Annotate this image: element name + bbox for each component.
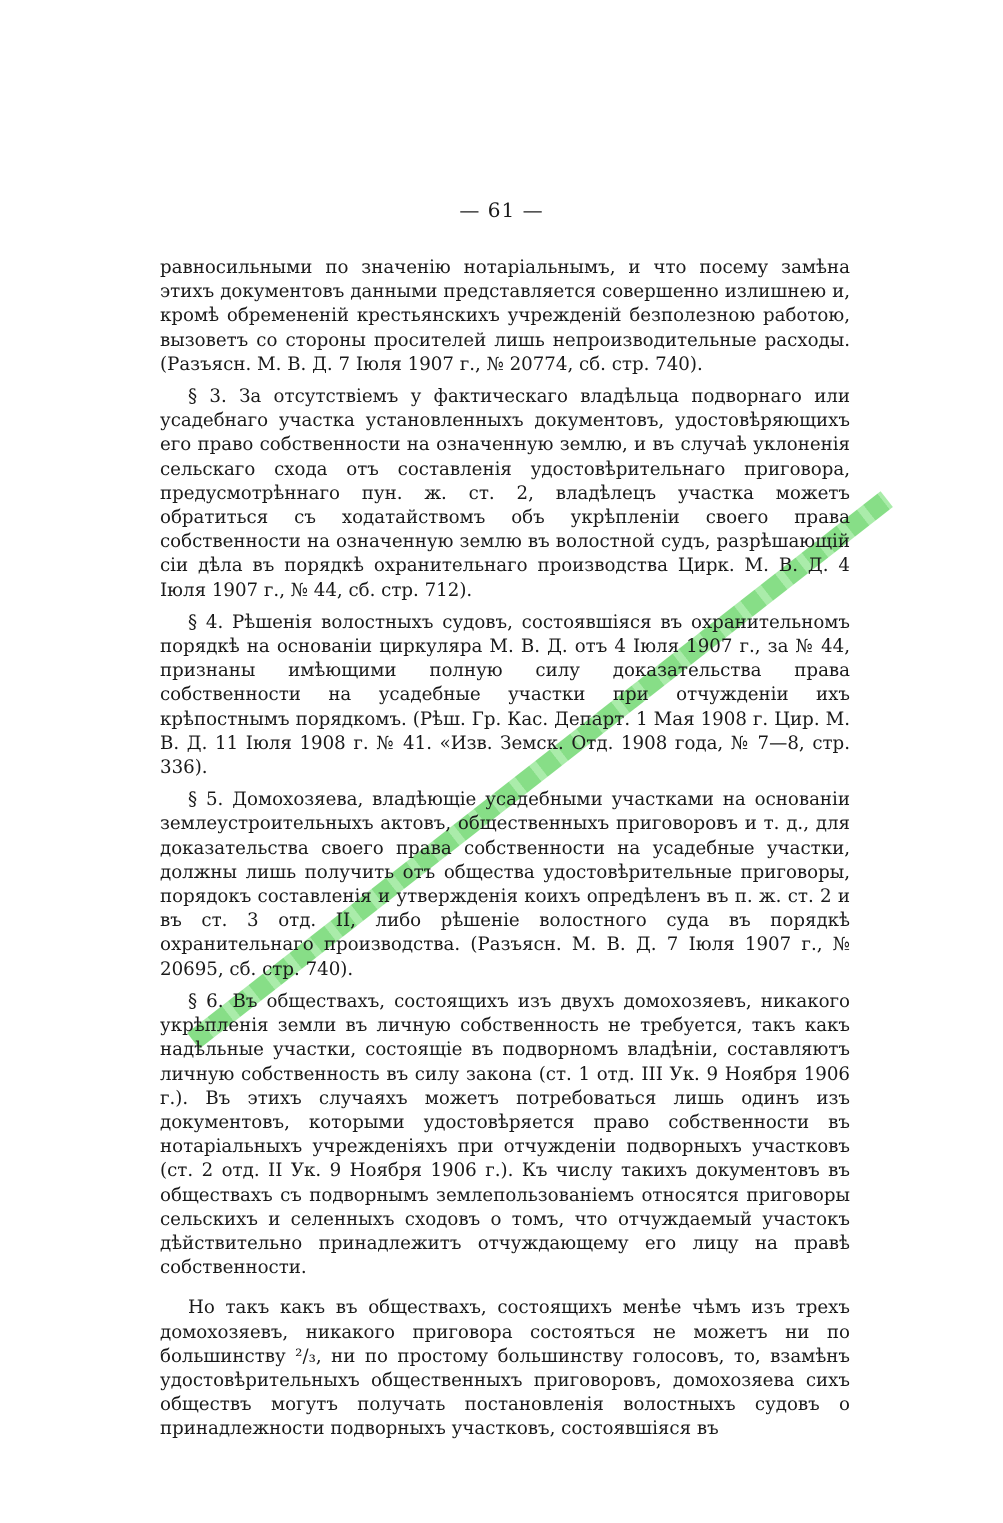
paragraph-continuation: равносильными по значенію нотаріальнымъ, и что посему замѣна этихъ документовъ данными представляется совершенно излишнею и, кромѣ обремененій крестьянскихъ учрежденій безполезною работою, вызоветъ со стороны просителей лишь непроизводительные расходы. (Разъясн. М. В. Д. 7 Іюля 1907 г., № 20774, сб. стр. 740). — [160, 257, 850, 375]
paragraph-section-6: § 6. Въ обществахъ, состоящихъ изъ двухъ домохозяевъ, никакого укрѣпленія земли въ личную собственность не требуется, такъ какъ надѣльные участки, состоящіе въ подворномъ владѣніи, составляютъ личную собственность въ силу закона (ст. 1 отд. III Ук. 9 Ноября 1906 г.). Въ этихъ случаяхъ можетъ потребоваться лишь одинъ изъ документовъ, которыми удостовѣряется право собственности въ нотаріальныхъ учрежденіяхъ при отчужденіи подворныхъ участковъ (ст. 2 отд. II Ук. 9 Ноября 1906 г.). Къ числу такихъ документовъ въ обществахъ съ подворнымъ землепользованіемъ относятся приговоры сельскихъ и селенныхъ сходовъ о томъ, что отчуждаемый участокъ дѣйствительно принадлежитъ отчуждающему его лицу на правѣ собственности. — [160, 990, 850, 1279]
paragraph-section-5: § 5. Домохозяева, владѣющіе усадебными участками на основаніи землеустроительныхъ актовъ, общественныхъ приговоровъ и т. д., для доказательства своего права собственности на усадебные участки, должны лишь получить отъ общества удостовѣрительные приговоры, порядокъ составленія и утвержденія коихъ опредѣленъ въ п. ж. ст. 2 и въ ст. 3 отд. II, либо рѣшеніе волостного суда въ порядкѣ охранительнаго производства. (Разъясн. М. В. Д. 7 Іюля 1907 г., № 20695, сб. стр. 740). — [160, 789, 850, 980]
paragraph-final: Но такъ какъ въ обществахъ, состоящихъ менѣе чѣмъ изъ трехъ домохозяевъ, никакого приговора состояться не можетъ ни по большинству ²/₃, ни по простому большинству голосовъ, то, взамѣнъ удостовѣрительныхъ общественныхъ приговоровъ, домохозяева сихъ обществъ могутъ получать постановленія волостныхъ судовъ о принадлежности подворныхъ участковъ, состоявшіяся въ — [160, 1297, 850, 1440]
paragraph-section-3: § 3. За отсутствіемъ у фактическаго владѣльца подворнаго или усадебнаго участка установленныхъ документовъ, удостовѣряющихъ его право собственности на означенную землю, и въ случаѣ уклоненія сельскаго схода отъ составленія удостовѣрительнаго приговора, предусмотрѣннаго пун. ж. ст. 2, владѣлецъ участка можетъ обратиться съ ходатайствомъ объ укрѣпленіи своего права собственности на означенную землю въ волостной судъ, разрѣшающій сіи дѣла въ порядкѣ охранительнаго производства Цирк. М. В. Д. 4 Іюля 1907 г., № 44, сб. стр. 712). — [160, 386, 850, 601]
paragraph-section-4: § 4. Рѣшенія волостныхъ судовъ, состоявшіяся въ охранительномъ порядкѣ на основаніи циркуляра М. В. Д. отъ 4 Іюля 1907 г., за № 44, признаны имѣющими полную силу доказательства права собственности на усадебные участки при отчужденіи ихъ крѣпостнымъ порядкомъ. (Рѣш. Гр. Кас. Департ. 1 Мая 1908 г. Цир. М. В. Д. 11 Іюля 1908 г. № 41. «Изв. Земск. Отд. 1908 года, № 7—8, стр. 336). — [160, 611, 850, 779]
page-number: — 61 — — [459, 198, 544, 222]
text-body — [160, 256, 850, 1442]
